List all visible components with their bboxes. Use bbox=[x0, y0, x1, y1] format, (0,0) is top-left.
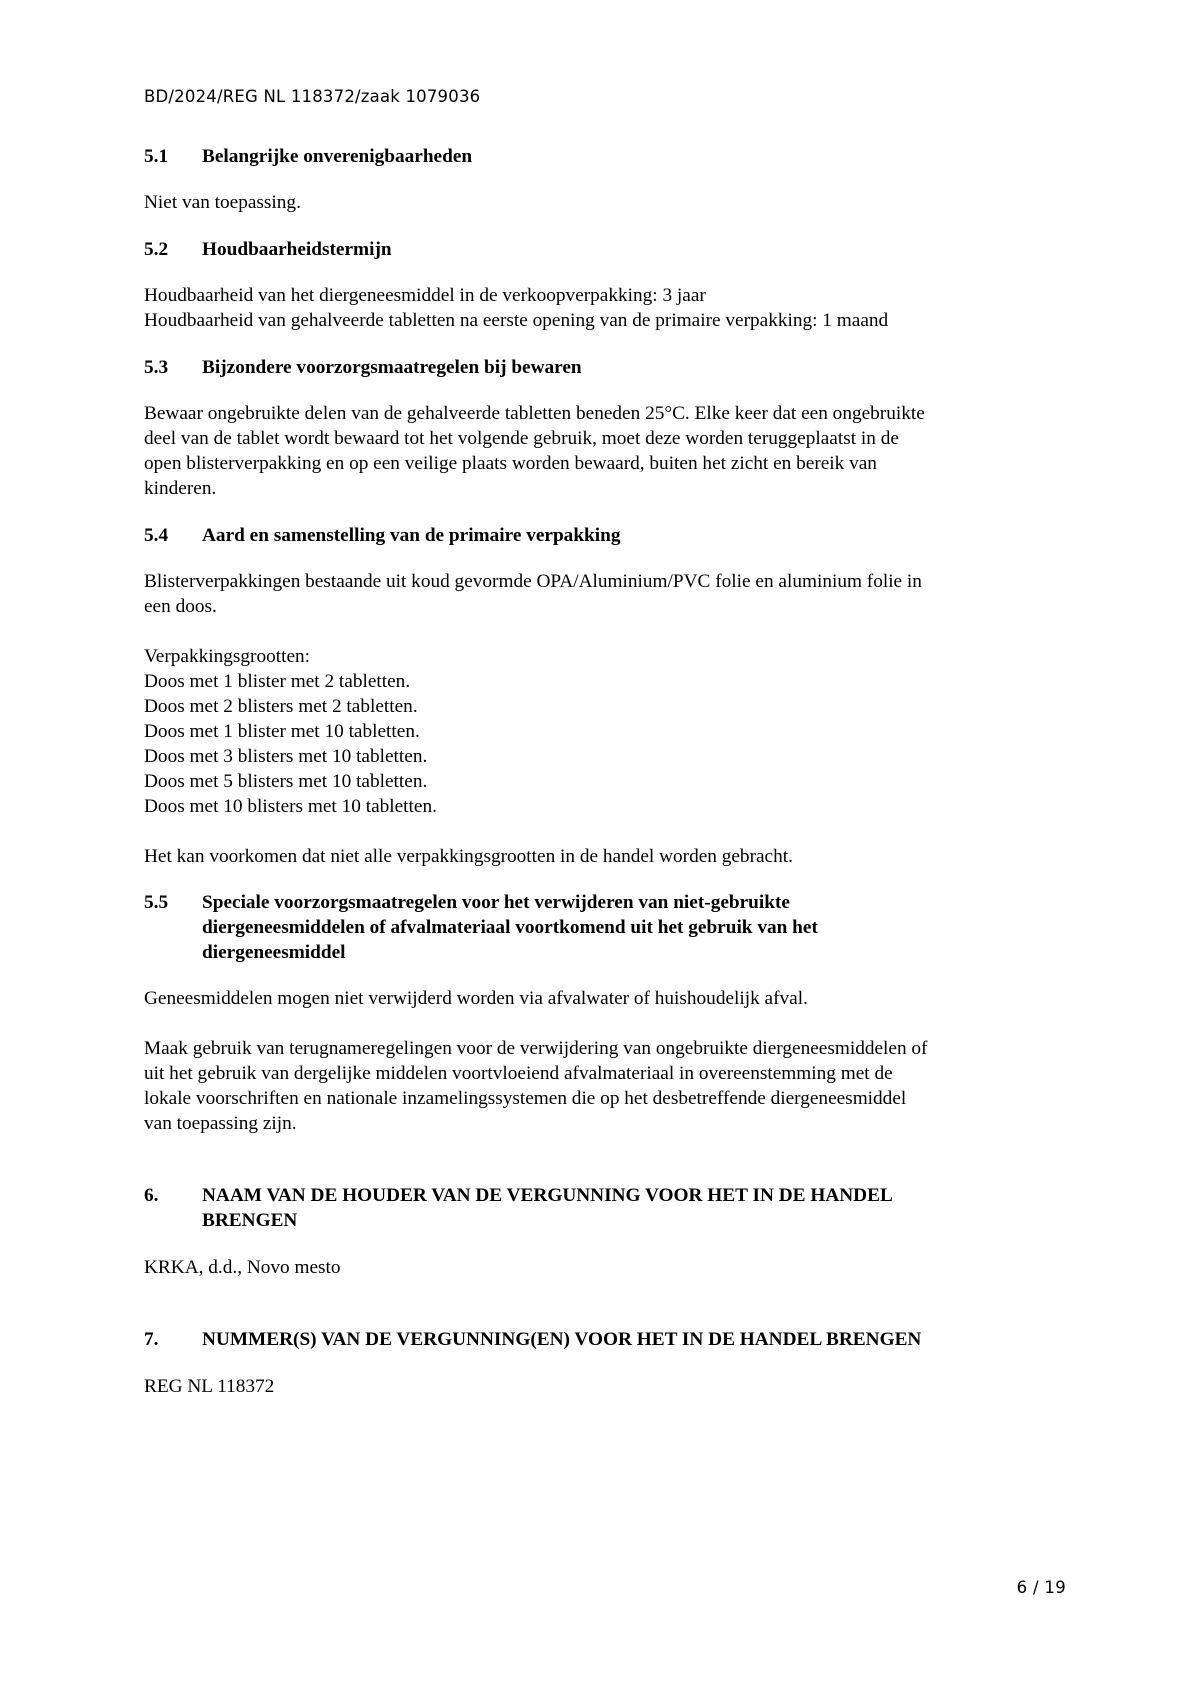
section-title: NUMMER(S) VAN DE VERGUNNING(EN) VOOR HET IN DE HANDEL BRENGEN bbox=[202, 1329, 922, 1350]
section-6-heading bbox=[144, 1183, 1074, 1233]
section-5-3-text bbox=[144, 401, 1074, 501]
text-line: Blisterverpakkingen bestaande uit koud gevormde OPA/Aluminium/PVC folie en aluminium folie in bbox=[144, 571, 922, 592]
text-line: Maak gebruik van terugnameregelingen voor de verwijdering van ongebruikte diergeneesmiddelen of bbox=[144, 1038, 928, 1059]
list-item: Doos met 2 blisters met 2 tabletten. bbox=[144, 696, 418, 717]
section-number: 6. bbox=[144, 1185, 159, 1206]
section-5-5-disposal-text bbox=[144, 1036, 1074, 1136]
text-line: uit het gebruik van dergelijke middelen voortvloeiend afvalmateriaal in overeenstemming met de bbox=[144, 1063, 893, 1084]
section-title: Aard en samenstelling van de primaire verpakking bbox=[202, 525, 621, 546]
list-item: Doos met 10 blisters met 10 tabletten. bbox=[144, 796, 437, 817]
section-title bbox=[202, 890, 1074, 965]
title-line: BRENGEN bbox=[202, 1210, 298, 1231]
section-number: 5.2 bbox=[144, 239, 169, 260]
title-line: Speciale voorzorgsmaatregelen voor het verwijderen van niet-gebruikte bbox=[202, 892, 790, 913]
section-5-2-heading bbox=[144, 237, 1074, 262]
section-title: Bijzondere voorzorgsmaatregelen bij bewaren bbox=[202, 357, 582, 378]
list-item: Doos met 1 blister met 2 tabletten. bbox=[144, 671, 411, 692]
section-5-5-heading bbox=[144, 890, 1074, 965]
pack-sizes-note: Het kan voorkomen dat niet alle verpakkingsgrootten in de handel worden gebracht. bbox=[144, 846, 793, 867]
text-line: kinderen. bbox=[144, 478, 217, 499]
section-5-2-text bbox=[144, 283, 1074, 333]
section-5-4-heading bbox=[144, 523, 1074, 548]
pack-sizes-list bbox=[144, 644, 1074, 819]
text-line: een doos. bbox=[144, 596, 217, 617]
title-line: NAAM VAN DE HOUDER VAN DE VERGUNNING VOOR HET IN DE HANDEL bbox=[202, 1185, 893, 1206]
list-item: Doos met 3 blisters met 10 tabletten. bbox=[144, 746, 428, 767]
section-5-1-heading bbox=[144, 144, 1074, 169]
text-line: lokale voorschriften en nationale inzamelingssystemen die op het desbetreffende diergeneesmiddel bbox=[144, 1088, 907, 1109]
section-6-text: KRKA, d.d., Novo mesto bbox=[144, 1257, 341, 1278]
document-reference: BD/2024/REG NL 118372/zaak 1079036 bbox=[144, 87, 481, 106]
pack-sizes-label: Verpakkingsgrootten: bbox=[144, 646, 310, 667]
text-line: Bewaar ongebruikte delen van de gehalveerde tabletten beneden 25°C. Elke keer dat een ongebruikte bbox=[144, 403, 925, 424]
section-number: 7. bbox=[144, 1329, 159, 1350]
section-5-1-text: Niet van toepassing. bbox=[144, 192, 301, 213]
list-item: Doos met 1 blister met 10 tabletten. bbox=[144, 721, 420, 742]
text-line: Houdbaarheid van het diergeneesmiddel in de verkoopverpakking: 3 jaar bbox=[144, 285, 706, 306]
text-line: Houdbaarheid van gehalveerde tabletten na eerste opening van de primaire verpakking: 1 maand bbox=[144, 310, 889, 331]
list-item: Doos met 5 blisters met 10 tabletten. bbox=[144, 771, 428, 792]
section-title: Belangrijke onverenigbaarheden bbox=[202, 146, 473, 167]
text-line: van toepassing zijn. bbox=[144, 1113, 297, 1134]
section-5-4-text bbox=[144, 569, 1074, 619]
section-title bbox=[202, 1183, 1074, 1233]
text-line: deel van de tablet wordt bewaard tot het volgende gebruik, moet deze worden teruggeplaatst in de bbox=[144, 428, 899, 449]
section-number: 5.3 bbox=[144, 357, 169, 378]
section-5-3-heading bbox=[144, 355, 1074, 380]
section-5-5-text: Geneesmiddelen mogen niet verwijderd worden via afvalwater of huishoudelijk afval. bbox=[144, 988, 808, 1009]
title-line: diergeneesmiddelen of afvalmateriaal voortkomend uit het gebruik van het bbox=[202, 917, 818, 938]
section-7-text: REG NL 118372 bbox=[144, 1376, 275, 1397]
section-number: 5.1 bbox=[144, 146, 169, 167]
section-title: Houdbaarheidstermijn bbox=[202, 239, 392, 260]
section-number: 5.5 bbox=[144, 892, 169, 913]
document-body bbox=[144, 144, 1074, 1399]
text-line: open blisterverpakking en op een veilige plaats worden bewaard, buiten het zicht en bereik van bbox=[144, 453, 877, 474]
title-line: diergeneesmiddel bbox=[202, 942, 346, 963]
page-number: 6 / 19 bbox=[1016, 1578, 1066, 1597]
section-7-heading bbox=[144, 1327, 1074, 1352]
section-number: 5.4 bbox=[144, 525, 169, 546]
